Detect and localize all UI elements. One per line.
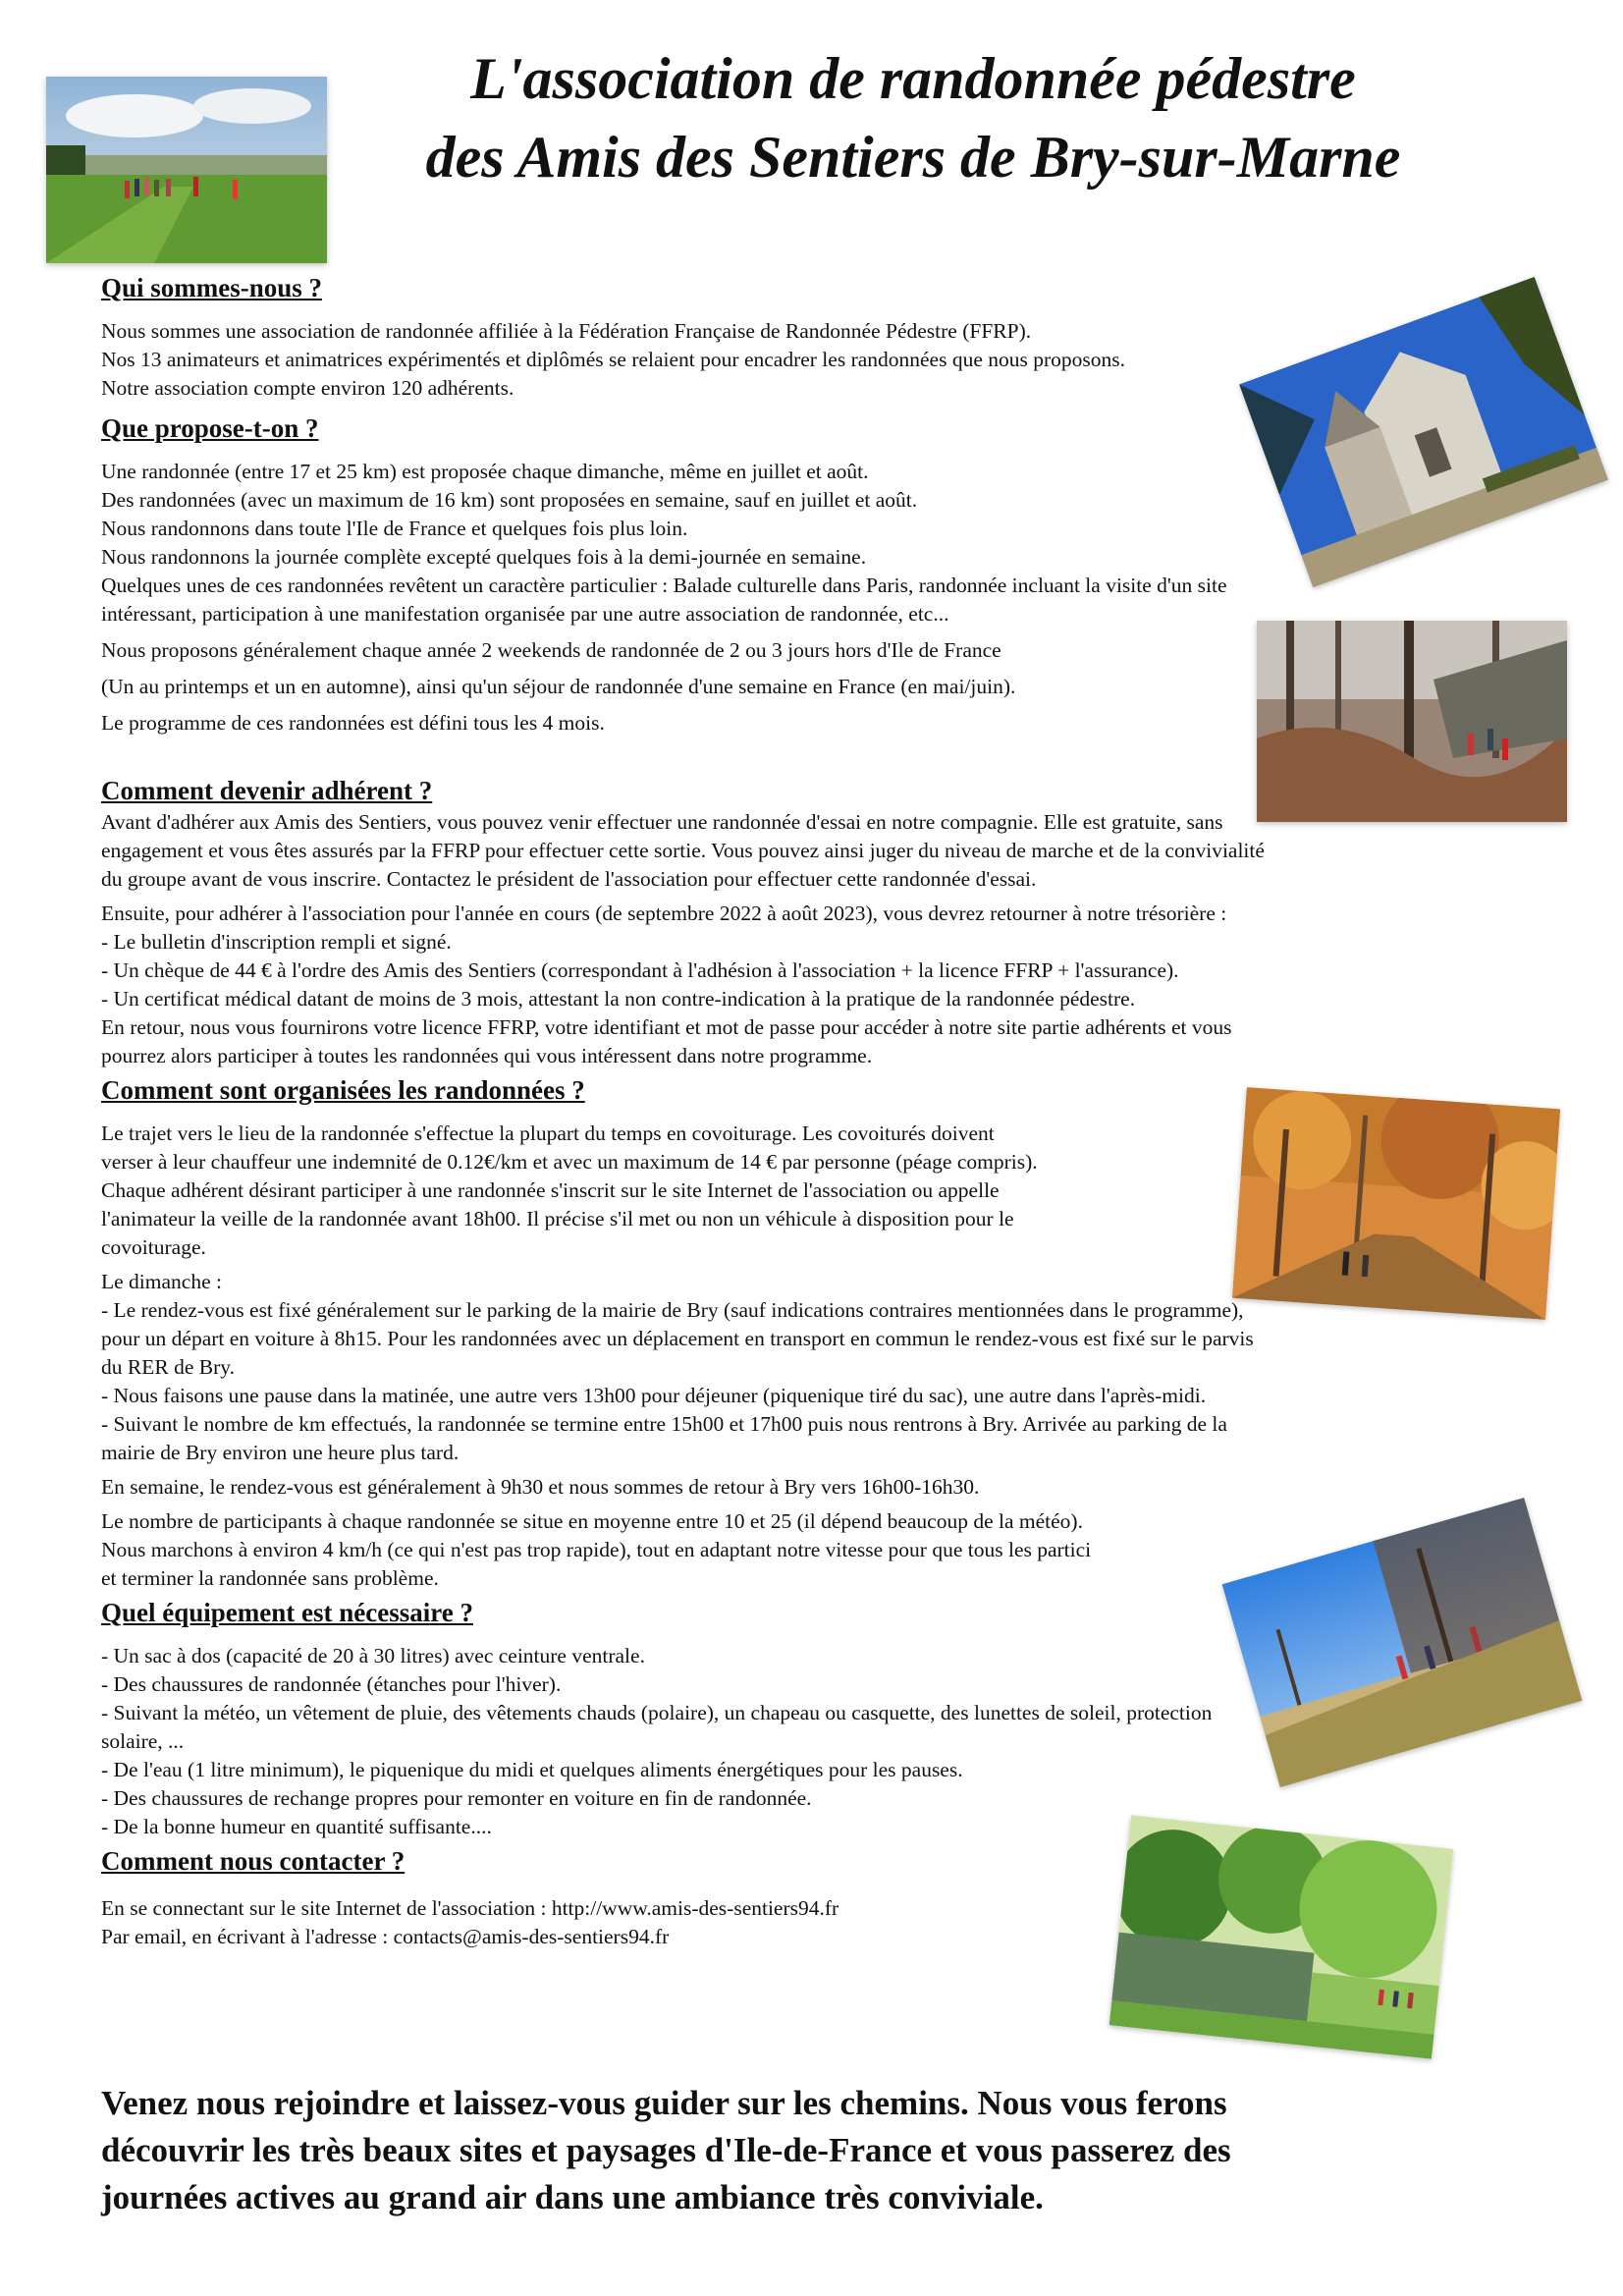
text-line: engagement et vous êtes assurés par la FFRP pour effectuer cette sortie. Vous pouvez ainsi juger du niveau de marche et de la convivialité [101,839,1265,862]
text-line: Quelques unes de ces randonnées revêtent un caractère particulier : Balade culturelle dans Paris, randonnée incluant la visite d'un site [101,574,1227,597]
text-line: pourrez alors participer à toutes les randonnées qui vous intéressent dans notre programme. [101,1044,873,1067]
heading-que-propose-t-on: Que propose-t-on ? [101,413,319,443]
text-line: du RER de Bry. [101,1355,235,1379]
text-line: - Un certificat médical datant de moins de 3 mois, attestant la non contre-indication à la pratique de la randonnée pédestre. [101,987,1136,1011]
text-line: Nous sommes une association de randonnée affiliée à la Fédération Française de Randonnée Pédestre (FFRP). [101,319,1032,343]
text-line: Une randonnée (entre 17 et 25 km) est proposée chaque dimanche, même en juillet et août. [101,460,869,483]
text-line: - Suivant le nombre de km effectués, la randonnée se termine entre 15h00 et 17h00 puis nous rentrons à Bry. Arrivée au parking de la [101,1412,1227,1436]
text-line: covoiturage. [101,1235,206,1259]
paragraph-adherent-pieces [101,900,1495,1070]
list-item: - De la bonne humeur en quantité suffisante.... [101,1815,492,1838]
text-line: Chaque adhérent désirant participer à une randonnée s'inscrit sur le site Internet de l'association ou appelle [101,1178,1000,1202]
heading-devenir-adherent: Comment devenir adhérent ? [101,776,433,805]
paragraph-semaine: En semaine, le rendez-vous est généralement à 9h30 et nous sommes de retour à Bry vers 16h00-16h30. [101,1475,980,1499]
list-item: - Un sac à dos (capacité de 20 à 30 litres) avec ceinture ventrale. [101,1644,645,1667]
list-item: solaire, ... [101,1729,185,1753]
text-line: Nos 13 animateurs et animatrices expérimentés et diplômés se relaient pour encadrer les randonnées que nous proposons. [101,348,1126,371]
text-line: pour un départ en voiture à 8h15. Pour les randonnées avec un déplacement en transport en commun le rendez-vous est fixé sur le parvis [101,1327,1254,1350]
text-line: - Nous faisons une pause dans la matinée, une autre vers 13h00 pour déjeuner (piquenique tiré du sac), une autre dans l'après-midi. [101,1384,1207,1407]
paragraph-programme: Le programme de ces randonnées est défini tous les 4 mois. [101,711,605,735]
contact-email-prefix: Par email, en écrivant à l'adresse : [101,1925,394,1948]
text-line: Ensuite, pour adhérer à l'association pour l'année en cours (de septembre 2022 à août 2023), vous devrez retourner à notre trésorière : [101,902,1227,925]
page-title [324,39,1502,196]
heading-contact: Comment nous contacter ? [101,1846,406,1876]
closing-line: découvrir les très beaux sites et paysages d'Ile-de-France et vous passerez des [101,2131,1231,2169]
list-item: - Des chaussures de randonnée (étanches pour l'hiver). [101,1672,562,1696]
text-line: mairie de Bry environ une heure plus tard. [101,1441,460,1464]
heading-organisation: Comment sont organisées les randonnées ? [101,1075,585,1105]
text-line: - Un chèque de 44 € à l'ordre des Amis des Sentiers (correspondant à l'adhésion à l'association + la licence FFRP + l'assurance). [101,958,1179,982]
text-line: Notre association compte environ 120 adhérents. [101,376,514,400]
text-line: intéressant, participation à une manifestation organisée par une autre association de randonnée, etc... [101,602,949,626]
text-line: et terminer la randonnée sans problème. [101,1566,439,1590]
title-line-1: L'association de randonnée pédestre [470,46,1356,111]
text-line: du groupe avant de vous inscrire. Contactez le président de l'association pour effectuer cette randonnée d'essai. [101,867,1037,891]
text-line: verser à leur chauffeur une indemnité de 0.12€/km et avec un maximum de 14 € par personne (péage compris). [101,1150,1038,1174]
website-link[interactable]: http://www.amis-des-sentiers94.fr [551,1896,839,1920]
text-line: Nous randonnons dans toute l'Ile de France et quelques fois plus loin. [101,517,688,540]
text-line: - Le rendez-vous est fixé généralement sur le parking de la mairie de Bry (sauf indications contraires mentionnées dans le programme), [101,1298,1244,1322]
text-line: - Le bulletin d'inscription rempli et signé. [101,930,452,954]
text-line: Avant d'adhérer aux Amis des Sentiers, vous pouvez venir effectuer une randonnée d'essai en notre compagnie. Elle est gratuite, sans [101,810,1223,834]
text-line: Des randonnées (avec un maximum de 16 km) sont proposées en semaine, sauf en juillet et août. [101,488,918,512]
closing-statement [101,2080,1476,2221]
text-line: En retour, nous vous fournirons votre licence FFRP, votre identifiant et mot de passe pour accéder à notre site partie adhérents et vous [101,1015,1232,1039]
text-line: Le nombre de participants à chaque randonnée se situe en moyenne entre 10 et 25 (il dépend beaucoup de la météo). [101,1509,1083,1533]
text-line: Nous randonnons la journée complète excepté quelques fois à la demi-journée en semaine. [101,545,867,569]
contact-website-prefix: En se connectant sur le site Internet de l'association : [101,1896,552,1920]
title-line-2: des Amis des Sentiers de Bry-sur-Marne [425,125,1401,190]
list-item: - De l'eau (1 litre minimum), le piquenique du midi et quelques aliments énergétiques pour les pauses. [101,1758,963,1781]
text-line: Le trajet vers le lieu de la randonnée s'effectue la plupart du temps en covoiturage. Les covoiturés doivent [101,1121,995,1145]
heading-qui-sommes-nous: Qui sommes-nous ? [101,273,323,302]
photo-lake-trees [1109,1815,1454,2058]
text-line: Nous marchons à environ 4 km/h (ce qui n'est pas trop rapide), tout en adaptant notre vitesse pour que tous les partici [101,1538,1092,1561]
photo-autumn-forest [1232,1087,1560,1320]
closing-line: Venez nous rejoindre et laissez-vous guider sur les chemins. Nous vous ferons [101,2084,1227,2122]
paragraph-weekends: Nous proposons généralement chaque année 2 weekends de randonnée de 2 ou 3 jours hors d'Ile de France [101,638,1001,662]
text-line: Le dimanche : [101,1270,222,1293]
heading-equipement: Quel équipement est nécessaire ? [101,1598,473,1627]
photo-forest-trail [1257,621,1567,822]
list-item: - Suivant la météo, un vêtement de pluie, des vêtements chauds (polaire), un chapeau ou casquette, des lunettes de soleil, protection [101,1701,1213,1724]
text-line: l'animateur la veille de la randonnée avant 18h00. Il précise s'il met ou non un véhicule à disposition pour le [101,1207,1014,1230]
list-item: - Des chaussures de rechange propres pour remonter en voiture en fin de randonnée. [101,1786,812,1810]
paragraph-sejour: (Un au printemps et un en automne), ainsi qu'un séjour de randonnée d'une semaine en France (en mai/juin). [101,675,1016,698]
email-link[interactable]: contacts@amis-des-sentiers94.fr [393,1925,670,1948]
closing-line: journées actives au grand air dans une ambiance très conviviale. [101,2178,1044,2216]
photo-hikers-field [46,77,327,263]
